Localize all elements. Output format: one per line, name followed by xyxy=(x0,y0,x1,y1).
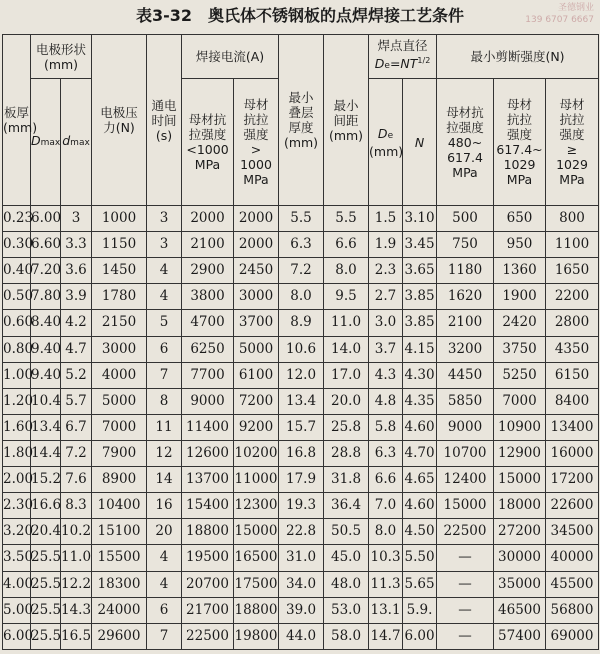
table-cell: 46500 xyxy=(494,597,546,623)
table-cell: 3.65 xyxy=(403,258,437,284)
table-cell: 2.00 xyxy=(3,467,31,493)
table-cell: 9.40 xyxy=(31,336,61,362)
table-cell: 14.0 xyxy=(324,336,369,362)
table-cell: 2100 xyxy=(182,232,234,258)
table-cell: 4.30 xyxy=(403,362,437,388)
table-cell: 4.60 xyxy=(403,493,437,519)
table-cell: 11400 xyxy=(182,414,234,440)
table-cell: — xyxy=(437,597,494,623)
table-cell: 8.3 xyxy=(61,493,92,519)
table-cell: 0.60 xyxy=(3,310,31,336)
table-cell: 6.7 xyxy=(61,414,92,440)
table-cell: 12300 xyxy=(234,493,279,519)
table-cell: — xyxy=(437,545,494,571)
table-cell: 19800 xyxy=(234,623,279,649)
table-row xyxy=(3,284,599,310)
table-cell: 4000 xyxy=(92,362,147,388)
table-cell: 18000 xyxy=(494,493,546,519)
table-cell: 19500 xyxy=(182,545,234,571)
table-cell: 1150 xyxy=(92,232,147,258)
table-cell: 4.00 xyxy=(3,571,31,597)
table-cell: 650 xyxy=(494,206,546,232)
table-cell: 6.00 xyxy=(3,623,31,649)
table-cell: 5.50 xyxy=(403,545,437,571)
table-cell: 1650 xyxy=(546,258,599,284)
table-cell: 8 xyxy=(147,388,182,414)
spot-diameter-label: 焊点直径 xyxy=(377,38,428,54)
table-cell: 17200 xyxy=(546,467,599,493)
table-cell: 500 xyxy=(437,206,494,232)
table-cell: 20.0 xyxy=(324,388,369,414)
table-cell: 2100 xyxy=(437,310,494,336)
table-cell: 3.50 xyxy=(3,545,31,571)
table-cell: 0.40 xyxy=(3,258,31,284)
table-cell: 14 xyxy=(147,467,182,493)
table-cell: 12.0 xyxy=(279,362,324,388)
table-cell: 18800 xyxy=(234,597,279,623)
table-cell: 3000 xyxy=(92,336,147,362)
table-cell: 25.5 xyxy=(31,597,61,623)
table-cell: 3200 xyxy=(437,336,494,362)
table-header xyxy=(3,35,599,206)
table-row xyxy=(3,467,599,493)
header-shear-c: 母材 抗拉 强度 ≥ 1029 MPa xyxy=(546,79,599,206)
table-cell: 13400 xyxy=(546,414,599,440)
table-cell: 45500 xyxy=(546,571,599,597)
table-cell: 950 xyxy=(494,232,546,258)
table-cell: 56800 xyxy=(546,597,599,623)
table-cell: 10900 xyxy=(494,414,546,440)
table-cell: 2000 xyxy=(182,206,234,232)
header-d-min: dmax xyxy=(61,79,92,206)
table-cell: 6.60 xyxy=(31,232,61,258)
table-cell: 29600 xyxy=(92,623,147,649)
table-cell: 20.4 xyxy=(31,519,61,545)
table-cell: 8.40 xyxy=(31,310,61,336)
table-cell: 4 xyxy=(147,258,182,284)
table-cell: 12600 xyxy=(182,440,234,466)
table-row xyxy=(3,545,599,571)
table-cell: 15.7 xyxy=(279,414,324,440)
table-cell: 9200 xyxy=(234,414,279,440)
table-cell: 7 xyxy=(147,362,182,388)
table-cell: 13.4 xyxy=(31,414,61,440)
table-cell: 12900 xyxy=(494,440,546,466)
table-cell: 16.6 xyxy=(31,493,61,519)
table-cell: 5.7 xyxy=(61,388,92,414)
table-cell: 31.8 xyxy=(324,467,369,493)
table-cell: 4.7 xyxy=(61,336,92,362)
header-shear-a: 母材抗 拉强度 480~ 617.4 MPa xyxy=(437,79,494,206)
table-row xyxy=(3,493,599,519)
table-body xyxy=(3,206,599,650)
table-cell: 7200 xyxy=(234,388,279,414)
table-cell: 3800 xyxy=(182,284,234,310)
table-cell: 13.4 xyxy=(279,388,324,414)
table-cell: 34.0 xyxy=(279,571,324,597)
table-cell: 12 xyxy=(147,440,182,466)
table-cell: 10200 xyxy=(234,440,279,466)
table-cell: 4.2 xyxy=(61,310,92,336)
table-cell: 6 xyxy=(147,336,182,362)
table-cell: 5250 xyxy=(494,362,546,388)
table-cell: 15400 xyxy=(182,493,234,519)
table-cell: 4.15 xyxy=(403,336,437,362)
table-row xyxy=(3,362,599,388)
table-cell: 7000 xyxy=(92,414,147,440)
table-cell: 2150 xyxy=(92,310,147,336)
table-cell: 12400 xyxy=(437,467,494,493)
table-cell: 1900 xyxy=(494,284,546,310)
table-cell: 30000 xyxy=(494,545,546,571)
table-cell: 7 xyxy=(147,623,182,649)
table-cell: 5000 xyxy=(234,336,279,362)
table-cell: 1180 xyxy=(437,258,494,284)
table-cell: 15500 xyxy=(92,545,147,571)
table-cell: 3.0 xyxy=(369,310,403,336)
table-cell: 1.9 xyxy=(369,232,403,258)
table-cell: 27200 xyxy=(494,519,546,545)
table-cell: 7.80 xyxy=(31,284,61,310)
welding-parameters-table xyxy=(2,34,599,650)
table-cell: 4.8 xyxy=(369,388,403,414)
table-cell: 6.6 xyxy=(324,232,369,258)
table-cell: 14.4 xyxy=(31,440,61,466)
table-cell: 0.23 xyxy=(3,206,31,232)
table-cell: 15000 xyxy=(494,467,546,493)
table-cell: 2000 xyxy=(234,206,279,232)
table-cell: 1.80 xyxy=(3,440,31,466)
table-cell: 13700 xyxy=(182,467,234,493)
table-cell: 16.8 xyxy=(279,440,324,466)
table-cell: 3000 xyxy=(234,284,279,310)
table-cell: 14.3 xyxy=(61,597,92,623)
table-cell: 5.2 xyxy=(61,362,92,388)
table-cell: — xyxy=(437,571,494,597)
table-cell: 3 xyxy=(61,206,92,232)
table-cell: 5.5 xyxy=(324,206,369,232)
table-cell: 3 xyxy=(147,232,182,258)
table-cell: 3700 xyxy=(234,310,279,336)
table-cell: 15100 xyxy=(92,519,147,545)
table-row xyxy=(3,519,599,545)
table-cell: 3.7 xyxy=(369,336,403,362)
table-cell: 3.85 xyxy=(403,284,437,310)
table-cell: 5.65 xyxy=(403,571,437,597)
table-cell: 7900 xyxy=(92,440,147,466)
table-cell: 9.5 xyxy=(324,284,369,310)
table-cell: 35000 xyxy=(494,571,546,597)
header-spot-diameter xyxy=(369,35,437,79)
table-cell: 3.20 xyxy=(3,519,31,545)
table-cell: 6.00 xyxy=(31,206,61,232)
table-cell: 6100 xyxy=(234,362,279,388)
table-cell: 17.9 xyxy=(279,467,324,493)
table-cell: 5000 xyxy=(92,388,147,414)
table-cell: 4 xyxy=(147,284,182,310)
table-cell: 1.5 xyxy=(369,206,403,232)
table-cell: 4350 xyxy=(546,336,599,362)
table-cell: 31.0 xyxy=(279,545,324,571)
table-cell: 8900 xyxy=(92,467,147,493)
table-cell: 5 xyxy=(147,310,182,336)
table-cell: 25.5 xyxy=(31,623,61,649)
table-cell: 10.3 xyxy=(369,545,403,571)
table-cell: 0.80 xyxy=(3,336,31,362)
table-cell: 5.9. xyxy=(403,597,437,623)
table-cell: 6.3 xyxy=(369,440,403,466)
table-cell: 6150 xyxy=(546,362,599,388)
table-cell: 18300 xyxy=(92,571,147,597)
table-cell: 39.0 xyxy=(279,597,324,623)
table-cell: 22600 xyxy=(546,493,599,519)
table-cell: — xyxy=(437,623,494,649)
table-cell: 17500 xyxy=(234,571,279,597)
table-cell: 1.00 xyxy=(3,362,31,388)
table-title: 表3-32 奥氏体不锈钢板的点焊焊接工艺条件 xyxy=(135,6,465,25)
header-d-max: Dmax xyxy=(31,79,61,206)
table-cell: 2.3 xyxy=(369,258,403,284)
table-cell: 2000 xyxy=(234,232,279,258)
table-cell: 36.4 xyxy=(324,493,369,519)
table-cell: 16500 xyxy=(234,545,279,571)
table-cell: 8.0 xyxy=(324,258,369,284)
table-cell: 16.5 xyxy=(61,623,92,649)
table-cell: 7700 xyxy=(182,362,234,388)
table-cell: 17.0 xyxy=(324,362,369,388)
table-row xyxy=(3,440,599,466)
table-cell: 4.65 xyxy=(403,467,437,493)
table-cell: 20700 xyxy=(182,571,234,597)
table-row xyxy=(3,571,599,597)
watermark-company: 圣德钢业 xyxy=(557,3,594,13)
table-cell: 40000 xyxy=(546,545,599,571)
table-row xyxy=(3,310,599,336)
table-cell: 10.2 xyxy=(61,519,92,545)
table-cell: 4.60 xyxy=(403,414,437,440)
table-cell: 2200 xyxy=(546,284,599,310)
table-cell: 0.30 xyxy=(3,232,31,258)
table-cell: 3 xyxy=(147,206,182,232)
table-cell: 7.20 xyxy=(31,258,61,284)
table-cell: 4.3 xyxy=(369,362,403,388)
table-row xyxy=(3,414,599,440)
table-cell: 5.00 xyxy=(3,597,31,623)
header-time: 通电 时间 (s) xyxy=(147,35,182,206)
table-cell: 3.9 xyxy=(61,284,92,310)
table-cell: 21700 xyxy=(182,597,234,623)
table-cell: 6.00 xyxy=(403,623,437,649)
table-cell: 16 xyxy=(147,493,182,519)
table-cell: 6 xyxy=(147,597,182,623)
header-current-high: 母材 抗拉 强度 > 1000 MPa xyxy=(234,79,279,206)
table-cell: 3.85 xyxy=(403,310,437,336)
table-cell: 25.8 xyxy=(324,414,369,440)
table-cell: 44.0 xyxy=(279,623,324,649)
header-shear-b: 母材 抗拉 强度 617.4~ 1029 MPa xyxy=(494,79,546,206)
table-cell: 4.70 xyxy=(403,440,437,466)
table-cell: 4450 xyxy=(437,362,494,388)
table-cell: 22.8 xyxy=(279,519,324,545)
table-cell: 58.0 xyxy=(324,623,369,649)
table-cell: 5.8 xyxy=(369,414,403,440)
table-cell: 25.5 xyxy=(31,571,61,597)
table-cell: 13.1 xyxy=(369,597,403,623)
table-cell: 2450 xyxy=(234,258,279,284)
table-cell: 800 xyxy=(546,206,599,232)
header-spacing: 最小 间距 (mm) xyxy=(324,35,369,206)
spot-diameter-formula: $De=NT^{1/2}$ xyxy=(374,56,431,72)
table-cell: 8.0 xyxy=(279,284,324,310)
table-cell: 8.0 xyxy=(369,519,403,545)
table-cell: 3.6 xyxy=(61,258,92,284)
header-current-low: 母材抗 拉强度 <1000 MPa xyxy=(182,79,234,206)
table-cell: 45.0 xyxy=(324,545,369,571)
table-cell: 4.50 xyxy=(403,519,437,545)
header-electrode-force: 电极压 力(N) xyxy=(92,35,147,206)
table-cell: 8.9 xyxy=(279,310,324,336)
header-shear: 最小剪断强度(N) xyxy=(437,35,599,79)
table-row xyxy=(3,623,599,649)
table-cell: 48.0 xyxy=(324,571,369,597)
table-cell: 11.0 xyxy=(61,545,92,571)
table-cell: 10.6 xyxy=(279,336,324,362)
table-cell: 2420 xyxy=(494,310,546,336)
table-cell: 9000 xyxy=(182,388,234,414)
table-row xyxy=(3,232,599,258)
table-cell: 19.3 xyxy=(279,493,324,519)
table-cell: 7.0 xyxy=(369,493,403,519)
table-cell: 6.6 xyxy=(369,467,403,493)
table-cell: 3.45 xyxy=(403,232,437,258)
table-cell: 11 xyxy=(147,414,182,440)
table-cell: 15.2 xyxy=(31,467,61,493)
table-cell: 24000 xyxy=(92,597,147,623)
table-cell: 1000 xyxy=(92,206,147,232)
table-cell: 28.8 xyxy=(324,440,369,466)
table-row xyxy=(3,597,599,623)
table-cell: 1.60 xyxy=(3,414,31,440)
table-row xyxy=(3,388,599,414)
table-cell: 10.4 xyxy=(31,388,61,414)
table-cell: 0.50 xyxy=(3,284,31,310)
table-cell: 16000 xyxy=(546,440,599,466)
table-cell: 1620 xyxy=(437,284,494,310)
table-cell: 9000 xyxy=(437,414,494,440)
header-n: N xyxy=(403,79,437,206)
watermark xyxy=(494,2,594,26)
table-cell: 5850 xyxy=(437,388,494,414)
table-cell: 11.3 xyxy=(369,571,403,597)
table-cell: 15000 xyxy=(437,493,494,519)
table-cell: 8400 xyxy=(546,388,599,414)
header-electrode-shape: 电极形状 (mm) xyxy=(31,35,92,79)
table-cell: 22500 xyxy=(182,623,234,649)
table-cell: 2.30 xyxy=(3,493,31,519)
table-cell: 1360 xyxy=(494,258,546,284)
table-cell: 7.6 xyxy=(61,467,92,493)
table-row xyxy=(3,336,599,362)
table-cell: 750 xyxy=(437,232,494,258)
table-cell: 1.20 xyxy=(3,388,31,414)
table-cell: 2800 xyxy=(546,310,599,336)
table-cell: 4 xyxy=(147,571,182,597)
table-cell: 15000 xyxy=(234,519,279,545)
table-cell: 12.2 xyxy=(61,571,92,597)
header-de: De (mm) xyxy=(369,79,403,206)
header-current: 焊接电流(A) xyxy=(182,35,279,79)
table-cell: 10700 xyxy=(437,440,494,466)
table-cell: 57400 xyxy=(494,623,546,649)
table-cell: 5.5 xyxy=(279,206,324,232)
header-thickness: 板厚 (mm) xyxy=(3,35,31,206)
header-overlap: 最小 叠层 厚度 (mm) xyxy=(279,35,324,206)
table-cell: 3.10 xyxy=(403,206,437,232)
table-cell: 3.3 xyxy=(61,232,92,258)
table-cell: 14.7 xyxy=(369,623,403,649)
table-cell: 53.0 xyxy=(324,597,369,623)
table-cell: 18800 xyxy=(182,519,234,545)
table-row xyxy=(3,206,599,232)
table-cell: 11000 xyxy=(234,467,279,493)
table-cell: 2900 xyxy=(182,258,234,284)
table-cell: 34500 xyxy=(546,519,599,545)
table-cell: 6250 xyxy=(182,336,234,362)
table-cell: 4 xyxy=(147,545,182,571)
table-cell: 1450 xyxy=(92,258,147,284)
table-cell: 25.5 xyxy=(31,545,61,571)
table-cell: 9.40 xyxy=(31,362,61,388)
table-cell: 22500 xyxy=(437,519,494,545)
table-cell: 1100 xyxy=(546,232,599,258)
table-cell: 6.3 xyxy=(279,232,324,258)
table-row xyxy=(3,258,599,284)
watermark-phone: 139 6707 6667 xyxy=(525,15,594,25)
table-cell: 4.35 xyxy=(403,388,437,414)
table-cell: 10400 xyxy=(92,493,147,519)
table-cell: 3750 xyxy=(494,336,546,362)
table-cell: 11.0 xyxy=(324,310,369,336)
table-cell: 4700 xyxy=(182,310,234,336)
table-cell: 2.7 xyxy=(369,284,403,310)
table-cell: 69000 xyxy=(546,623,599,649)
table-cell: 7000 xyxy=(494,388,546,414)
table-cell: 20 xyxy=(147,519,182,545)
table-cell: 7.2 xyxy=(279,258,324,284)
table-cell: 7.2 xyxy=(61,440,92,466)
table-cell: 1780 xyxy=(92,284,147,310)
table-cell: 50.5 xyxy=(324,519,369,545)
